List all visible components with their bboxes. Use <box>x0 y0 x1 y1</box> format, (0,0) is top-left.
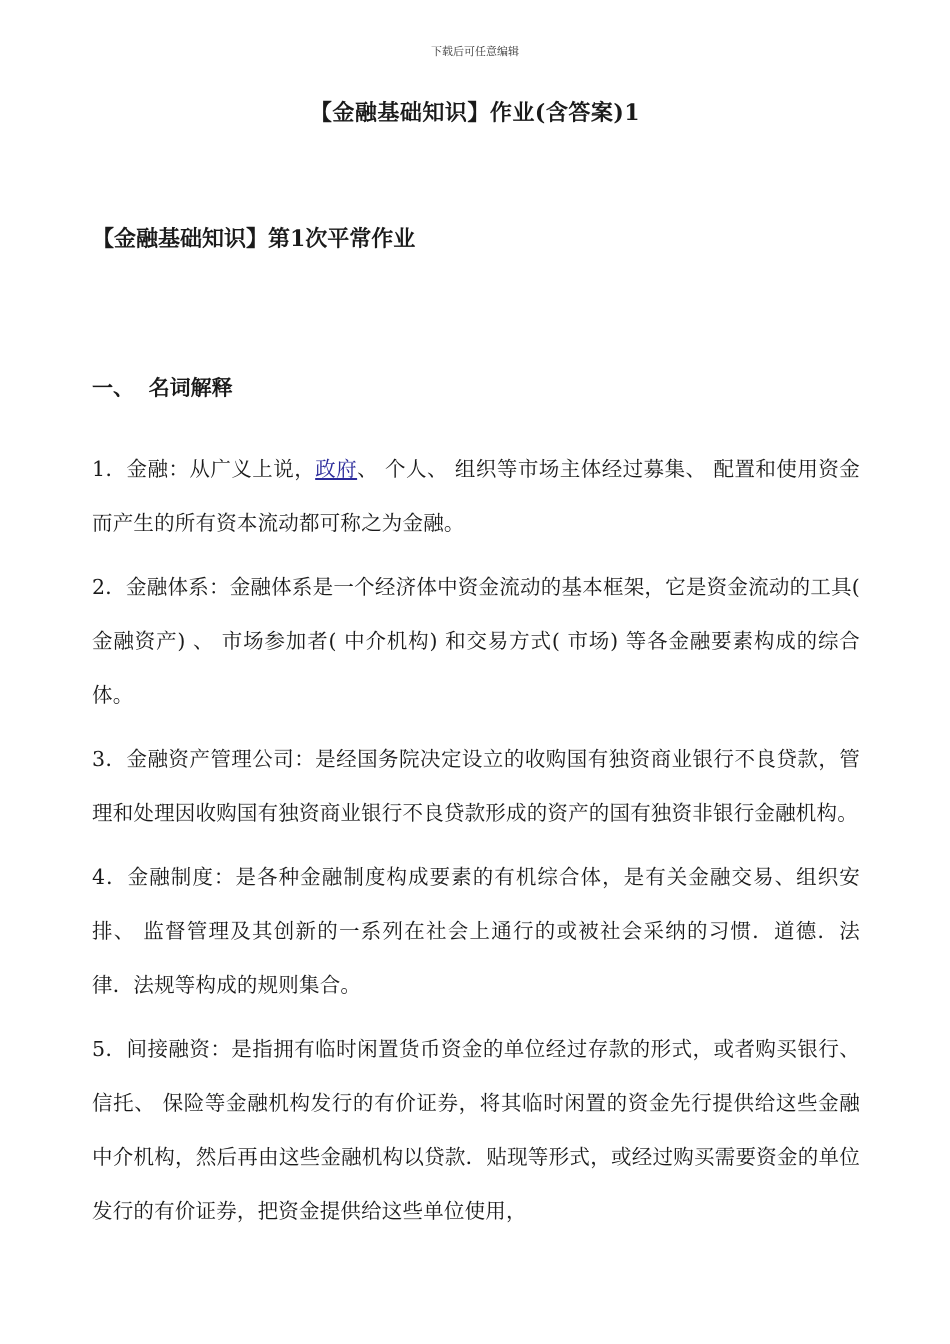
definition-text: 1．金融：从广义上说， <box>92 457 316 481</box>
definition-item-asset-management-company: 3．金融资产管理公司：是经国务院决定设立的收购国有独资商业银行不良贷款，管理和处理因收购国有独资商业银行不良贷款形成的资产的国有独资非银行金融机构。 <box>92 747 860 825</box>
section-heading: 一、 名词解释 <box>92 375 233 400</box>
document-subtitle: 【金融基础知识】第1次平常作业 <box>92 226 416 252</box>
definition-item-financial-system: 2．金融体系：金融体系是一个经济体中资金流动的基本框架，它是资金流动的工具( 金融资产) 、 市场参加者( 中介机构) 和交易方式( 市场) 等各金融要素构成的综合体。 <box>92 575 867 707</box>
definition-list <box>92 442 867 1248</box>
government-link[interactable]: 政府 <box>315 457 358 481</box>
definition-item-financial-regime: 4．金融制度：是各种金融制度构成要素的有机综合体，是有关金融交易、组织安排、 监督管理及其创新的一系列在社会上通行的或被社会采纳的习惯．道德．法律．法规等构成的规则集合。 <box>92 865 860 997</box>
document-title: 【金融基础知识】作业(含答案)1 <box>309 100 641 126</box>
definition-item-indirect-financing: 5．间接融资：是指拥有临时闲置货币资金的单位经过存款的形式，或者购买银行、 信托、 保险等金融机构发行的有价证券，将其临时闲置的资金先行提供给这些金融中介机构，然后再由这些金融机构以贷款．贴现等形式，或经过购买需要资金的单位发行的有价证券，把资金提供给这些单位使用， <box>92 1037 867 1223</box>
header-note: 下载后可任意编辑 <box>431 45 519 58</box>
definition-item-finance <box>92 442 860 550</box>
definition-text: 、 个人、 组织等市场主体经过募集、 配置和使用资金而产生的所有资本流动都可称之为金融。 <box>92 457 860 535</box>
